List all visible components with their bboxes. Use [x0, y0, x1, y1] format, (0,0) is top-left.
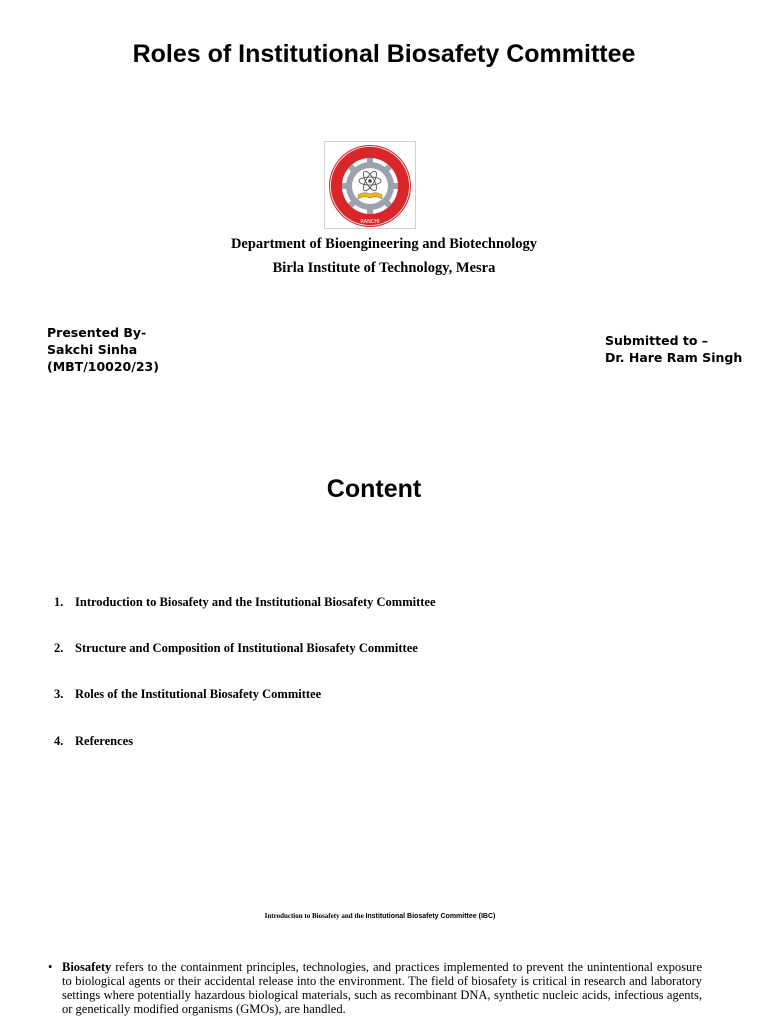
- section-heading-part2: Institutional Biosafety Committee (IBC): [365, 913, 496, 920]
- content-heading: Content: [326, 475, 422, 503]
- presenter-name: Sakchi Sinha: [47, 342, 138, 357]
- toc-text: Introduction to Biosafety and the Institutional Biosafety Committee: [75, 595, 436, 609]
- institute-name: Birla Institute of Technology, Mesra: [272, 260, 496, 276]
- toc-text: Roles of the Institutional Biosafety Committee: [75, 687, 322, 701]
- toc-item: [54, 687, 321, 702]
- toc-item: [54, 641, 418, 656]
- biosafety-paragraph: [48, 960, 702, 1016]
- toc-text: References: [75, 734, 134, 748]
- presented-by-block: [47, 324, 159, 375]
- submitted-to-block: [605, 332, 742, 366]
- paragraph-text: refers to the containment principles, technologies, and practices implemented to prevent the unintentional exposure to biological agents or their accidental release into the environment. The field of biosafety is critical in research and laboratory settings where potentially hazardous biological materials, such as recombinant DNA, synthetic nucleic acids, infectious agents, or genetically modified organisms (GMOs), are handled.: [62, 960, 702, 1016]
- toc-item: [54, 734, 133, 749]
- institute-logo: [324, 141, 416, 229]
- section-heading: [0, 912, 760, 920]
- toc-number: 3.: [54, 687, 64, 701]
- toc-item: [54, 595, 436, 610]
- bullet-icon: •: [48, 960, 53, 974]
- paragraph-term: Biosafety: [62, 960, 112, 974]
- toc-text: Structure and Composition of Institutional Biosafety Committee: [75, 641, 418, 655]
- submitted-to-label: Submitted to –: [605, 333, 709, 348]
- bit-mesra-seal-icon: [326, 143, 414, 229]
- presented-by-label: Presented By-: [47, 325, 147, 340]
- presenter-roll: (MBT/10020/23): [47, 359, 159, 374]
- page-title: Roles of Institutional Biosafety Committee: [132, 40, 636, 68]
- svg-text:RANCHI: RANCHI: [360, 219, 380, 225]
- section-heading-part1: Introduction to Biosafety and the: [264, 912, 366, 920]
- supervisor-name: Dr. Hare Ram Singh: [605, 350, 743, 365]
- department-name: Department of Bioengineering and Biotechnology: [230, 236, 538, 252]
- toc-number: 2.: [54, 641, 64, 655]
- toc-number: 4.: [54, 734, 64, 748]
- toc-number: 1.: [54, 595, 64, 609]
